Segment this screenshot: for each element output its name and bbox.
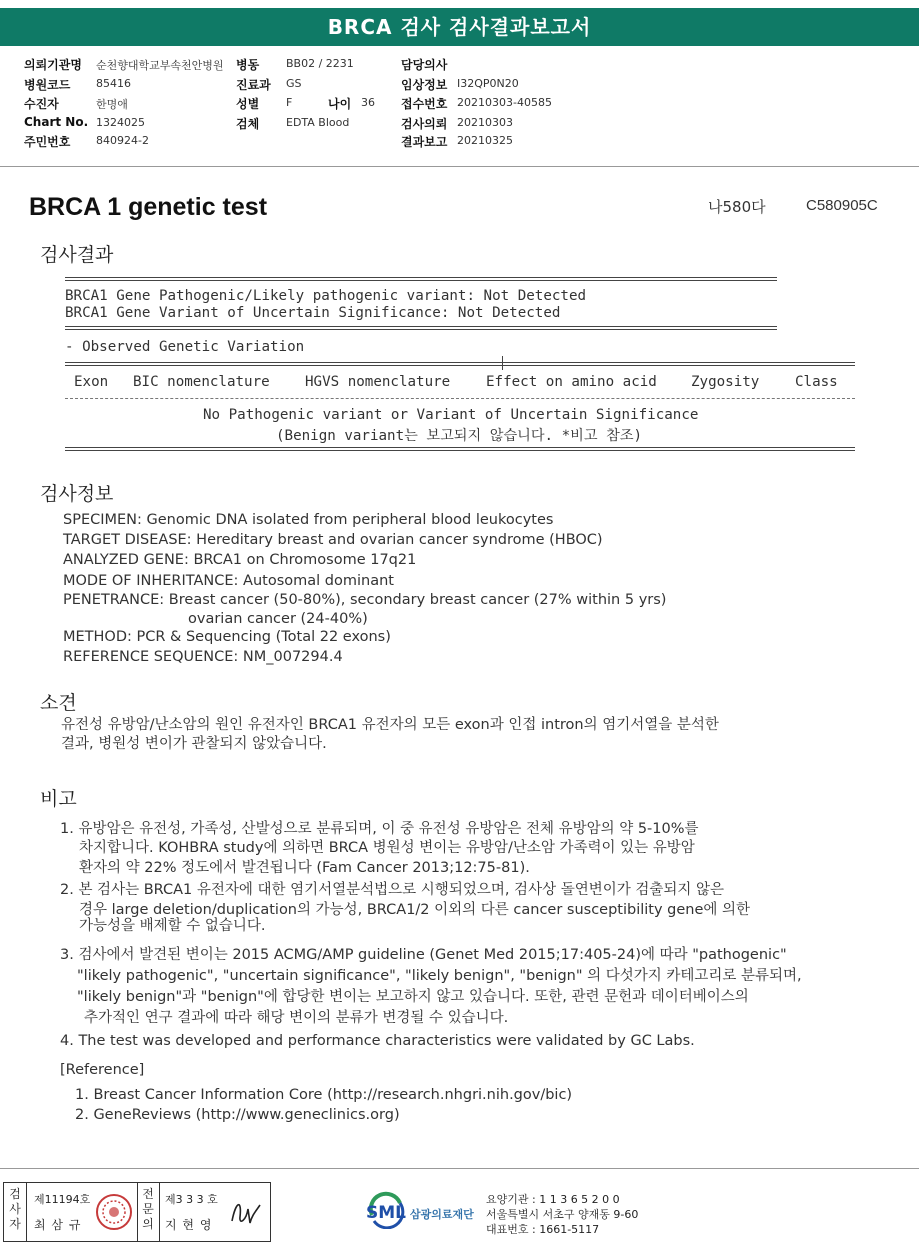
- remark-3-line-3: "likely benign"과 "benign"에 합당한 변이는 보고하지 않고 있습니다. 또한, 관련 문헌과 데이터베이스의: [77, 989, 749, 1005]
- specimen-label: 검체: [236, 117, 260, 131]
- finding-line-1: 유전성 유방암/난소암의 원인 유전자인 BRCA1 유전자의 모든 exon과 인접 intron의 염기서열을 분석한: [61, 717, 719, 733]
- department-label: 진료과: [236, 78, 271, 92]
- hospital-code-value: 85416: [96, 77, 131, 90]
- column-header-effect: Effect on amino acid: [486, 374, 657, 390]
- remarks-heading: 비고: [40, 788, 77, 810]
- separator-double: [65, 326, 777, 330]
- remark-2-line-1: 2. 본 검사는 BRCA1 유전자에 대한 염기서열분석법으로 시행되었으며, 검사상 돌연변이가 검출되지 않은: [60, 882, 724, 898]
- sex-value: F: [286, 96, 293, 109]
- finding-heading: 소견: [40, 692, 77, 714]
- remark-1-line-2: 차지합니다. KOHBRA study에 의하면 BRCA 병원성 변이는 유방암/난소암 가족력이 있는 유방암: [79, 840, 695, 856]
- specimen-value: EDTA Blood: [286, 116, 350, 129]
- seal-stamp-icon: [94, 1192, 134, 1232]
- result-line-2: BRCA1 Gene Variant of Uncertain Significance: Not Detected: [65, 305, 561, 321]
- remark-2-line-2: 경우 large deletion/duplication의 가능성, BRCA1/2 이외의 다른 cancer susceptibility gene에 의한: [79, 902, 751, 918]
- remark-1-line-3: 환자의 약 22% 정도에서 발견됩니다 (Fam Cancer 2013;12:75-81).: [79, 860, 530, 876]
- remark-1-line-1: 1. 유방암은 유전성, 가족성, 산발성으로 분류되며, 이 중 유전성 유방암은 전체 유방암의 약 5-10%를: [60, 821, 699, 837]
- specialist-name: 지 현 영: [165, 1218, 213, 1232]
- sex-label: 성별: [236, 97, 260, 111]
- result-heading: 검사결과: [40, 244, 114, 266]
- observed-variation-label: - Observed Genetic Variation: [65, 339, 305, 355]
- no-variant-line-1: No Pathogenic variant or Variant of Uncertain Significance: [203, 407, 699, 423]
- patient-name: 한명애: [96, 98, 128, 111]
- info-target-disease: TARGET DISEASE: Hereditary breast and ovarian cancer syndrome (HBOC): [63, 532, 603, 548]
- patient-info-panel: [0, 48, 919, 167]
- chart-value: 1324025: [96, 116, 145, 129]
- tester-name: 최 삼 규: [34, 1218, 82, 1232]
- request-label: 검사의뢰: [401, 117, 448, 131]
- report-title: BRCA 1 genetic test: [29, 193, 268, 221]
- table-bottom-border: [65, 447, 855, 451]
- remark-2-line-3: 가능성을 배제할 수 없습니다.: [79, 918, 266, 934]
- finding-line-2: 결과, 병원성 변이가 관찰되지 않았습니다.: [61, 736, 327, 752]
- institution-label: 의뢰기관명: [24, 58, 82, 72]
- info-method: METHOD: PCR & Sequencing (Total 22 exons): [63, 629, 391, 645]
- institution-value: 순천향대학교부속천안병원: [96, 59, 224, 72]
- request-date: 20210303: [457, 116, 513, 129]
- table-header-divider: [65, 398, 855, 399]
- cursor-mark: [502, 356, 503, 370]
- hospital-code-label: 병원코드: [24, 78, 71, 92]
- divider: [137, 1183, 138, 1241]
- remark-4: 4. The test was developed and performance characteristics were validated by GC Labs.: [60, 1033, 695, 1049]
- tester-label: 검사자: [9, 1187, 21, 1231]
- specialist-label: 전문의: [142, 1187, 154, 1231]
- logo-text: SML: [366, 1203, 406, 1223]
- ward-value: BB02 / 2231: [286, 57, 354, 70]
- ssn-value: 840924-2: [96, 134, 149, 147]
- report-footer: [0, 1168, 919, 1245]
- no-variant-line-2: (Benign variant는 보고되지 않습니다. *비고 참조): [276, 428, 643, 444]
- report-header: [0, 8, 919, 46]
- column-header-exon: Exon: [74, 374, 109, 390]
- age-value: 36: [361, 96, 375, 109]
- clinical-info-label: 임상정보: [401, 78, 448, 92]
- divider: [159, 1183, 160, 1241]
- receipt-label: 접수번호: [401, 97, 448, 111]
- signature-icon: [226, 1191, 266, 1231]
- clinical-info-value: I32QP0N20: [457, 77, 519, 90]
- info-penetrance-cont: ovarian cancer (24-40%): [188, 611, 368, 627]
- department-value: GS: [286, 77, 302, 90]
- info-specimen: SPECIMEN: Genomic DNA isolated from peripheral blood leukocytes: [63, 512, 554, 528]
- institution-code: 요양기관 : 1 1 3 6 5 2 0 0: [486, 1193, 620, 1206]
- patient-label: 수진자: [24, 97, 59, 111]
- info-analyzed-gene: ANALYZED GENE: BRCA1 on Chromosome 17q21: [63, 552, 417, 568]
- report-header-title: BRCA 검사 검사결과보고서: [327, 15, 592, 39]
- info-inheritance: MODE OF INHERITANCE: Autosomal dominant: [63, 573, 394, 589]
- specialist-license-no: 제3 3 3 호: [165, 1193, 218, 1206]
- chart-label: Chart No.: [24, 115, 89, 129]
- ward-label: 병동: [236, 58, 260, 72]
- reference-heading: [Reference]: [60, 1062, 145, 1078]
- separator-double: [65, 277, 777, 281]
- lab-phone: 대표번호 : 1661-5117: [486, 1223, 600, 1236]
- remark-3-line-4: 추가적인 연구 결과에 따라 해당 변이의 분류가 변경될 수 있습니다.: [84, 1010, 509, 1026]
- info-penetrance: PENETRANCE: Breast cancer (50-80%), secondary breast cancer (27% within 5 yrs): [63, 592, 667, 608]
- column-header-bic: BIC nomenclature: [133, 374, 270, 390]
- remark-3-line-1: 3. 검사에서 발견된 변이는 2015 ACMG/AMP guideline (Genet Med 2015;17:405-24)에 따라 "pathogenic": [60, 947, 787, 963]
- report-code-1: 나580다: [708, 198, 766, 216]
- ssn-label: 주민번호: [24, 135, 71, 149]
- doctor-label: 담당의사: [401, 58, 448, 72]
- report-date-label: 결과보고: [401, 135, 448, 149]
- result-line-1: BRCA1 Gene Pathogenic/Likely pathogenic variant: Not Detected: [65, 288, 587, 304]
- info-heading: 검사정보: [40, 483, 114, 505]
- divider: [26, 1183, 27, 1241]
- lab-address: 서울특별시 서초구 양재동 9-60: [486, 1208, 639, 1221]
- reference-2: 2. GeneReviews (http://www.geneclinics.org): [75, 1107, 400, 1123]
- table-top-border: [65, 362, 855, 366]
- reference-1: 1. Breast Cancer Information Core (http://research.nhgri.nih.gov/bic): [75, 1087, 573, 1103]
- age-label: 나이: [328, 97, 352, 111]
- remark-3-line-2: "likely pathogenic", "uncertain significance", "likely benign", "benign" 의 다섯가지 카테고리로 분류되며,: [77, 968, 802, 984]
- report-code-2: C580905C: [806, 197, 878, 214]
- signature-box: [3, 1182, 271, 1242]
- info-reference-seq: REFERENCE SEQUENCE: NM_007294.4: [63, 649, 343, 665]
- column-header-hgvs: HGVS nomenclature: [305, 374, 451, 390]
- logo-subtitle: 삼광의료재단: [410, 1208, 474, 1221]
- column-header-class: Class: [795, 374, 838, 390]
- receipt-value: 20210303-40585: [457, 96, 552, 109]
- column-header-zygosity: Zygosity: [691, 374, 760, 390]
- report-date: 20210325: [457, 134, 513, 147]
- tester-license-no: 제11194호: [34, 1193, 91, 1206]
